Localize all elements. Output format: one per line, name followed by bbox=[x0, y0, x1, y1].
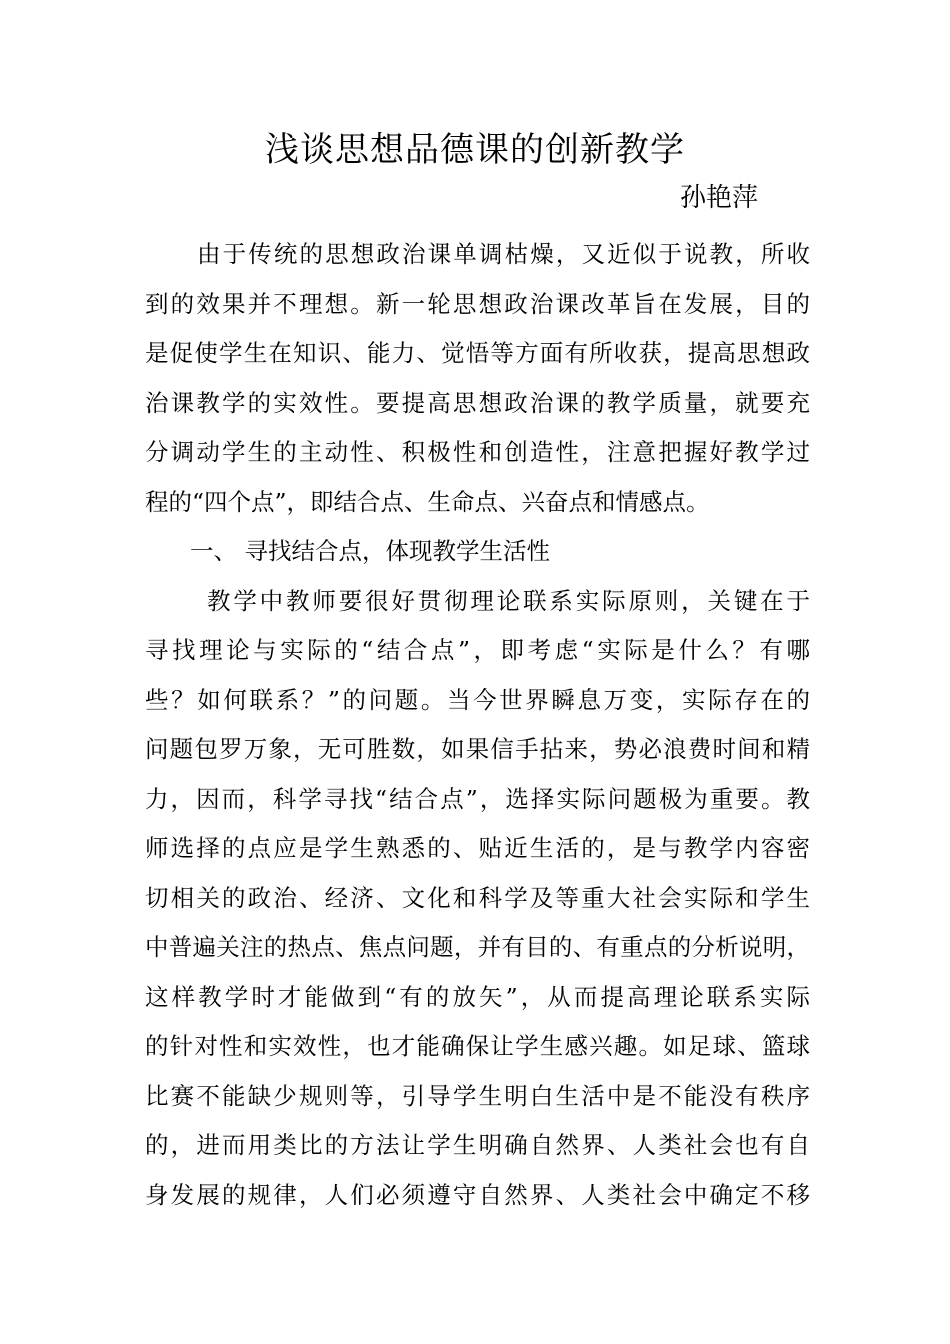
paragraph-line: 些？如何联系？”的问题。当今世界瞬息万变，实际存在的 bbox=[145, 685, 810, 714]
paragraph-line: 中普遍关注的热点、焦点问题，并有目的、有重点的分析说明， bbox=[145, 933, 810, 961]
paragraph-line: 寻找理论与实际的“结合点”，即考虑“实际是什么？有哪 bbox=[145, 636, 810, 664]
paragraph-line: 的针对性和实效性，也才能确保让学生感兴趣。如足球、篮球 bbox=[145, 1032, 810, 1060]
paragraph-line: 治课教学的实效性。要提高思想政治课的教学质量，就要充 bbox=[145, 388, 810, 417]
paragraph-line: 比赛不能缺少规则等，引导学生明白生活中是不能没有秩序 bbox=[145, 1081, 810, 1110]
paragraph-line: 的，进而用类比的方法让学生明确自然界、人类社会也有自 bbox=[145, 1131, 810, 1159]
paragraph-line: 师选择的点应是学生熟悉的、贴近生活的，是与教学内容密 bbox=[145, 834, 810, 862]
paragraph-line: 程的“四个点”，即结合点、生命点、兴奋点和情感点。 bbox=[145, 487, 710, 516]
paragraph-line: 身发展的规律，人们必须遵守自然界、人类社会中确定不移 bbox=[145, 1180, 810, 1209]
document-body bbox=[145, 230, 810, 1220]
paragraph-line: 教学中教师要很好贯彻理论联系实际原则，关键在于 bbox=[207, 586, 810, 615]
paragraph-line: 是促使学生在知识、能力、觉悟等方面有所收获，提高思想政 bbox=[145, 339, 810, 367]
section-heading: 一、 寻找结合点，体现教学生活性 bbox=[190, 537, 550, 565]
document-title: 浅谈思想品德课的创新教学 bbox=[265, 130, 685, 170]
paragraph-line: 力，因而，科学寻找“结合点”，选择实际问题极为重要。教 bbox=[145, 784, 810, 813]
author-name: 孙艳萍 bbox=[680, 183, 759, 213]
paragraph-line: 到的效果并不理想。新一轮思想政治课改革旨在发展，目的 bbox=[145, 289, 810, 318]
paragraph-line: 这样教学时才能做到“有的放矢”，从而提高理论联系实际 bbox=[145, 982, 810, 1011]
paragraph-line: 问题包罗万象，无可胜数，如果信手拈来，势必浪费时间和精 bbox=[145, 735, 810, 763]
paragraph-line: 由于传统的思想政治课单调枯燥，又近似于说教，所收 bbox=[197, 240, 810, 268]
paragraph-line: 分调动学生的主动性、积极性和创造性，注意把握好教学过 bbox=[145, 438, 810, 466]
paragraph-line: 切相关的政治、经济、文化和科学及等重大社会实际和学生 bbox=[145, 883, 810, 912]
